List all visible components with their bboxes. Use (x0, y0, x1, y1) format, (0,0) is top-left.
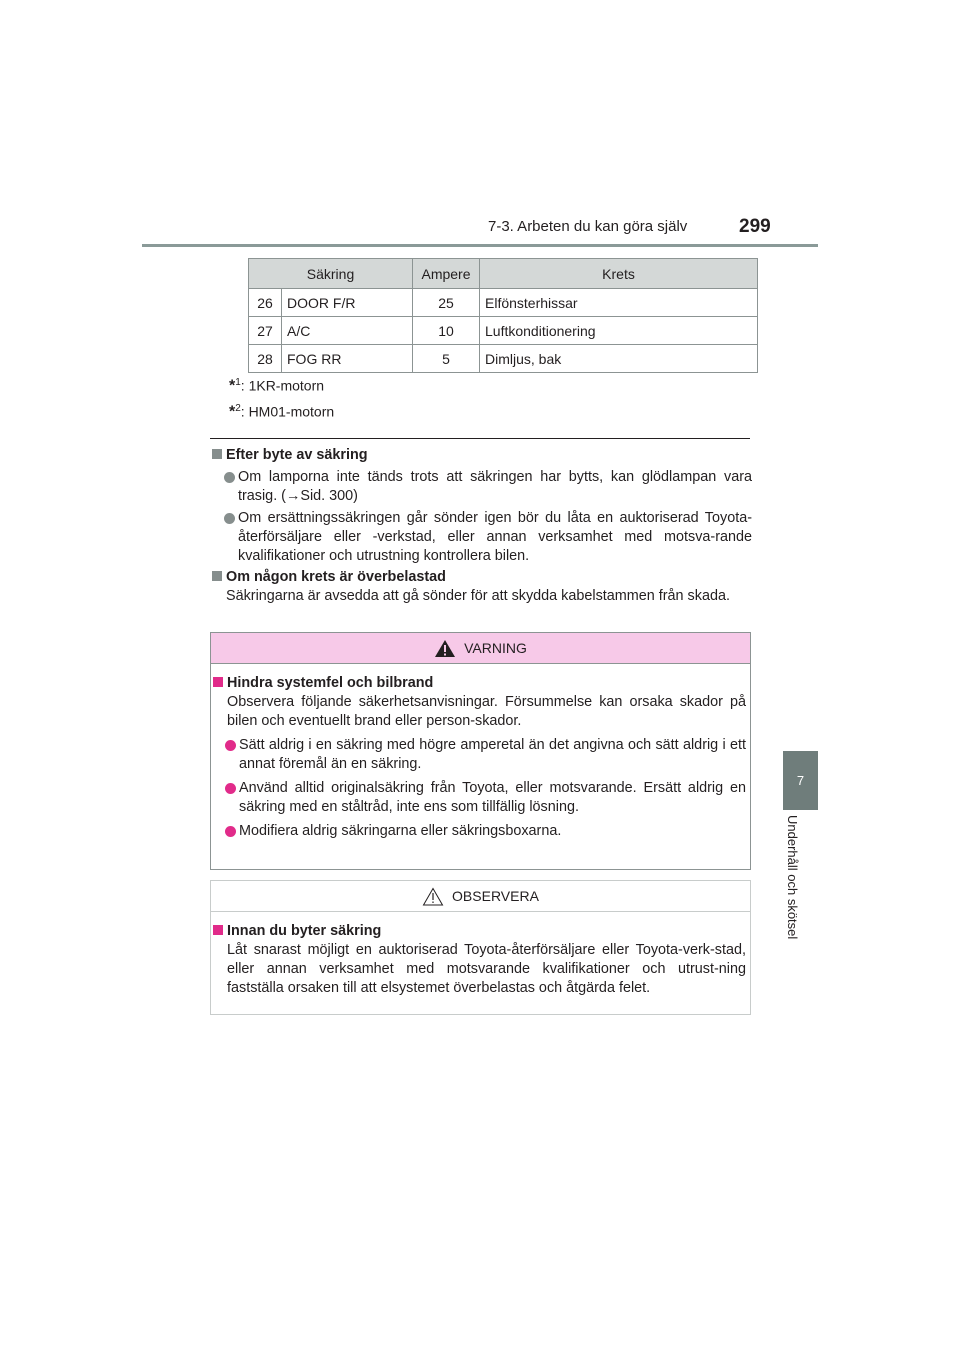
warning-body (211, 664, 750, 841)
table-row (249, 345, 758, 373)
fuse-circuit: Elfönsterhissar (480, 289, 758, 317)
square-bullet-icon (212, 449, 222, 459)
column-header: Ampere (413, 259, 480, 289)
notice-header (211, 881, 750, 912)
warning-title: Hindra systemfel och bilbrand (213, 674, 746, 693)
note-heading: Om någon krets är överbelastad (212, 568, 752, 587)
square-bullet-icon (213, 925, 223, 935)
list-item: Om ersättningssäkringen går sönder igen bör du låta en auktoriserad Toyota-återförsäljare eller -verkstad, eller annan verksamhet med motsva-rande kvalifikationer och utrustning kontrollera bilen. (212, 509, 752, 566)
list-item: Om lamporna inte tänds trots att säkringen har bytts, kan glödlampan vara trasig. (→Sid. 300) (212, 468, 752, 506)
footnote-mark: * (229, 403, 236, 421)
fuse-name: A/C (282, 317, 413, 345)
footnote-text: : HM01-motorn (240, 403, 335, 420)
column-header: Krets (480, 259, 758, 289)
warning-header (211, 633, 750, 664)
list-item: Sätt aldrig i en säkring med högre amperetal än det angivna och sätt aldrig i ett annat föremål än en säkring. (213, 736, 746, 774)
section-title: 7-3. Arbeten du kan göra själv (488, 218, 688, 235)
square-bullet-icon (213, 677, 223, 687)
footnote-mark: * (229, 377, 236, 395)
warning-intro: Observera följande säkerhetsanvisningar. Försummelse kan orsaka skador på bilen och eventuellt brand eller person-skador. (227, 694, 746, 729)
fuse-ampere: 10 (413, 317, 480, 345)
bullet-icon (224, 472, 235, 483)
table-row (249, 289, 758, 317)
fuse-number: 26 (249, 289, 282, 317)
fuse-name: DOOR F/R (282, 289, 413, 317)
footnote-text: : 1KR-motorn (240, 377, 325, 394)
warning-icon (434, 639, 456, 658)
page-number: 299 (739, 216, 771, 237)
note-text: Säkringarna är avsedda att gå sönder för att skydda kabelstammen från skada. (226, 588, 730, 604)
square-bullet-icon (212, 571, 222, 581)
bullet-icon (224, 513, 235, 524)
list-item: Modifiera aldrig säkringarna eller säkringsboxarna. (213, 822, 746, 841)
fuse-circuit: Luftkonditionering (480, 317, 758, 345)
notes-section (212, 446, 752, 606)
fuse-name: FOG RR (282, 345, 413, 373)
table-row (249, 317, 758, 345)
fuse-table (248, 258, 758, 373)
bullet-icon (225, 740, 236, 751)
fuse-number: 28 (249, 345, 282, 373)
footnote (229, 403, 334, 422)
section-divider (210, 438, 750, 439)
footnote-sup: 1 (235, 377, 241, 388)
fuse-circuit: Dimljus, bak (480, 345, 758, 373)
column-header: Säkring (249, 259, 413, 289)
header-divider (142, 244, 818, 247)
footnote-sup: 2 (235, 403, 241, 414)
list-item: Använd alltid originalsäkring från Toyota, eller motsvarande. Ersätt aldrig en säkring med en ståltråd, inte ens som tillfällig lösning. (213, 779, 746, 817)
warning-box (210, 632, 751, 870)
fuse-ampere: 25 (413, 289, 480, 317)
bullet-icon (225, 783, 236, 794)
notice-title: Innan du byter säkring (213, 922, 746, 941)
notice-body (211, 912, 750, 998)
footnote (229, 377, 324, 396)
chapter-label: Underhåll och skötsel (785, 815, 800, 940)
chapter-tab: 7 (783, 751, 818, 810)
warning-label: VARNING (464, 639, 527, 656)
notice-box (210, 880, 751, 1015)
bullet-icon (225, 826, 236, 837)
notice-text: Låt snarast möjligt en auktoriserad Toyota-återförsäljare eller Toyota-verk-stad, eller annan verksamhet med motsvarande kvalifikationer och utrust-ning fastställa orsaken till att elsystemet överbelastas och åtgärda felet. (227, 942, 746, 996)
caution-icon (422, 887, 444, 906)
notice-label: OBSERVERA (452, 887, 539, 904)
note-heading: Efter byte av säkring (212, 446, 752, 465)
fuse-ampere: 5 (413, 345, 480, 373)
fuse-number: 27 (249, 317, 282, 345)
